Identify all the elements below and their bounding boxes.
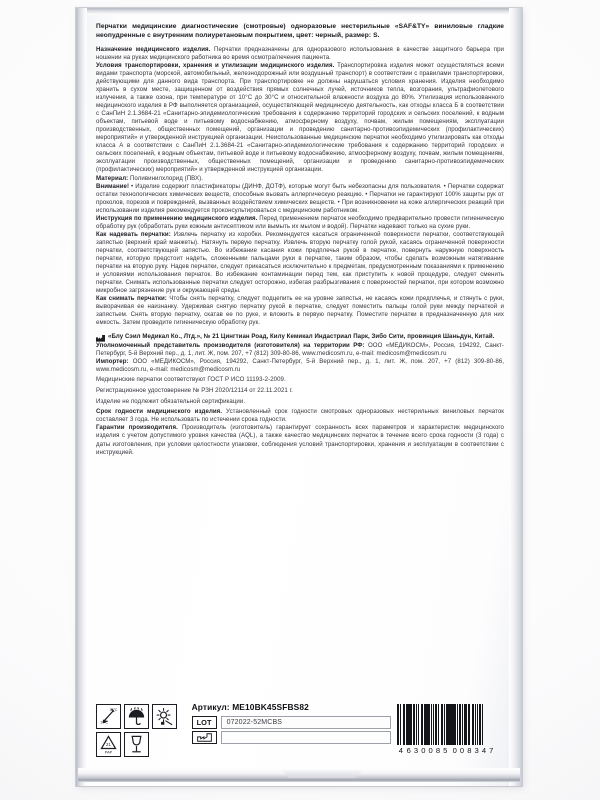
manufacturer-address: «Блу Сэил Медикал Ко., Лтд.», № 21 Цингтиан Роад, Килу Кемикал Индастриал Парк, Зибо Сити, провинция Шаньдун, Китай. (108, 333, 495, 341)
representative-heading: Уполномоченный представитель производителя (изготовителя) на территории РФ: (96, 341, 365, 349)
lot-value: 072022-52MCBS (221, 716, 391, 729)
barcode-digits (397, 746, 506, 755)
section-attention-heading: Внимание! (96, 182, 130, 190)
section-donning-body: Извлечь перчатку из коробки. Рекомендуется касаться ограниченной поверхности перчатки, соответствующей запястью (верхний край манжеты). Натянуть первую перчатку. Извлечь вторую перчатку голой рукой, касаясь ограниченной поверхности перчатки, соответствующей запястью. Во избежание касания кожи предплечья рукой в перчатке, повернуть наружную поверхность перчатки, которую предстоит надеть, сложенными пальцами руки в перчатке, таким образом, чтобы сделать возможным натягивание перчатки на вторую руку. Надев перчатки, следует прикасаться исключительно к предметам, предусмотренным показаниями к применению и условиями использования перчаток. Во избежание контаминации перед тем, как приступить к новой процедуре, следует сменить перчатки. Снимать использованные перчатки следует осторожно, избегая разбрызгивания с поверхностей перчатки, при котором возможно микробное загрязнение рук и окружающей среды. (96, 230, 504, 295)
carton-right-edge (509, 8, 522, 786)
article-value: ME10BK45SFBS82 (232, 702, 309, 712)
section-warranty (96, 424, 504, 456)
printed-label-area (96, 22, 504, 764)
section-purpose-body: Перчатки предназначены для одноразового использования в качестве защитного барьера при ношении на руках медицинского работника во время осмотра/лечения пациента. (96, 45, 504, 61)
importer-heading: Импортер: (96, 357, 129, 365)
code-block (192, 700, 391, 747)
section-transport-heading: Условия транспортировки, хранения и утилизации медицинского изделия. (96, 61, 335, 69)
section-donning (96, 231, 504, 295)
warranty-body: Производитель (изготовитель) гарантирует сохранность всех параметров и характеристик медицинского изделия с учетом допустимого уровня качества (AQL), а также качество медицинских перчаток в течение всего срока годности (3 года) с даты изготовления, при условии целостности упаковки, соблюдения условий транспортировки, хранения и эксплуатации в соответствии с инструкцией. (96, 424, 504, 456)
registration-line: Регистрационное удостоверение № РЗН 2020/12114 от 22.11.2021 г. (96, 387, 293, 395)
temperature-limit-icon (96, 704, 121, 729)
section-doffing-heading: Как снимать перчатки: (96, 295, 167, 303)
keep-away-from-sunlight-icon (152, 704, 177, 729)
fragile-glass-icon (124, 732, 149, 757)
section-donning-heading: Как надевать перчатки: (96, 230, 171, 238)
section-instruction-body: Перед применением перчаток необходимо предварительно провести гигиеническую обработку рук (обработать руки кожным антисептиком или вымыть их мылом и водой). Перчатки надевают только на сухие руки. (96, 214, 504, 230)
manufacturer-text (108, 333, 504, 341)
recycling-pap-21-icon (96, 732, 121, 757)
carton-flap-notch (282, 770, 362, 778)
manufacture-date-row (192, 731, 391, 744)
factory-icon (96, 335, 105, 342)
certification-line: Изделие не подлежит обязательной сертификации. (96, 397, 246, 405)
gost-line: Медицинские перчатки соответствуют ГОСТ Р ИСО 11193-2-2009. (96, 376, 286, 384)
section-shelf-life (96, 408, 504, 424)
svg-text:PAP: PAP (104, 750, 113, 755)
section-attention (96, 183, 504, 215)
symbol-group (96, 700, 182, 757)
section-material (96, 175, 504, 183)
section-doffing (96, 295, 504, 327)
section-instruction-heading: Инструкция по применению медицинского изделия. (96, 214, 258, 222)
section-instruction (96, 215, 504, 231)
lot-row (192, 716, 391, 729)
manufacture-date-factory-icon (192, 731, 217, 744)
section-material-heading: Материал: (96, 174, 129, 182)
barcode-bars (397, 704, 506, 745)
barcode-left-group: 630085 (406, 745, 451, 755)
importer-body: ООО «МЕДИКОСМ», Россия, 194292, Санкт-Петербург, 5-й Верхний пер., д. 1, лит. Ж, пом. 207, +7 (812) 309-80-86, www.medicosm.ru, e-mail: medicosm@medicosm.ru (96, 357, 504, 373)
keep-dry-umbrella-icon (124, 704, 149, 729)
barcode (397, 700, 506, 755)
section-doffing-body: Чтобы снять перчатку, следует подцепить ее на уровне запястья, не касаясь кожи предплечья, и стянуть с руки, выворачивая ее наизнанку. Удерживая снятую перчатку рукой в перчатке, следует поместить пальцы голой руки между перчаткой и запястьем. Снять вторую перчатку, скатав ее по руке, и вложить в первую перчатку. Поместите перчатки в предназначенную для них емкость. Затем проведите гигиеническую обработку рук. (96, 295, 504, 327)
manufacture-date-value (221, 731, 391, 744)
representative-body: ООО «МЕДИКОСМ», Россия, 194292, Санкт-Петербург, 5-й Верхний пер., д. 1, лит. Ж, пом. 207, +7 (812) 309-80-86, www.medicosm.ru, e-mail: medicosm@medicosm.ru (96, 341, 504, 357)
svg-text:21: 21 (106, 741, 111, 747)
carton-top-edge (80, 8, 520, 15)
barcode-right-group: 008347 (452, 745, 497, 755)
article-label: Артикул: (191, 702, 230, 712)
section-purpose (96, 46, 504, 62)
product-title: Перчатки медицинские диагностические (смотровые) одноразовые нестерильные «SAF&TY» виниловые гладкие неопудренные с внутренним полиуретановым покрытием, цвет: черный, размер: S. (96, 23, 504, 40)
barcode-first-digit: 4 (398, 745, 404, 755)
svg-text:30°C: 30°C (109, 707, 118, 712)
svg-text:10°C: 10°C (100, 720, 108, 725)
article-line (192, 702, 391, 712)
manufacturer-block (96, 333, 504, 341)
warranty-heading: Гарантии производителя. (96, 424, 178, 432)
shelf-life-body: Установленный срок годности смотровых одноразовых нестерильных виниловых перчаток составляет 3 года. Не использовать по истечении срока годности. (96, 408, 505, 424)
section-transport (96, 62, 504, 175)
lot-label: LOT (192, 716, 217, 729)
shelf-life-heading: Срок годности медицинского изделия. (96, 408, 223, 416)
section-purpose-heading: Назначение медицинского изделия. (96, 45, 211, 53)
section-representative (96, 342, 504, 358)
section-transport-body: Транспортировка изделия может осуществляться всеми видами транспорта (морской, автомобильный, железнодорожный или воздушный транспорт) в соответствии с правилами транспортировки, действующими для данного вида транспорта. При транспортировке не должны нарушаться условия хранения. Изделия необходимо хранить в сухом месте, защищенном от воздействия прямых солнечных лучей, источников тепла, возгорания, ультрафиолетового излучения, а также озона, при температуре от 10°С до 30°С и относительной влажности воздуха до 80%. Утилизация использованного медицинского изделия в РФ выполняется организацией, осуществляющей медицинскую деятельность, как отходы класса Б в соответствии с СанПиН 2.1.3684-21 «Санитарно-эпидемиологические требования к содержанию территорий городских и сельских поселений, к водным объектам, питьевой воде и питьевому водоснабжению, атмосферному воздуху, почвам, жилым помещениям, эксплуатации производственных, общественных помещений, организации и проведению санитарно-противоэпидемических (профилактических) мероприятий» и утвержденной инструкцией организации. Неиспользованные медицинские перчатки необходимо утилизировать как отходы класса А в соответствии с СанПиН 2.1.3684-21 «Санитарно-эпидемиологические требования к содержанию территорий городских и сельских поселений, к водным объектам, питьевой воде и питьевому водоснабжению, атмосферному воздуху, почвам, жилым помещениям, эксплуатации производственных, общественных помещений, организации и проведению санитарно-противоэпидемических (профилактических) мероприятий» и утвержденной инструкцией организации. (96, 61, 504, 174)
section-attention-body: • Изделие содержит пластификаторы (ДИНФ, ДОТФ), которые могут быть небезопасны для пользователя. • Перчатки содержат остатки технологических химических веществ, способные вызвать аллергическую реакцию. • Перчатки не гарантируют 100% защиты рук от проколов, порезов и повреждений, вызванных воздействием химических веществ. • При возникновении на коже аллергических реакций при использовании изделия рекомендуется проконсультироваться с медицинским работником. (96, 182, 504, 214)
carton-left-edge (76, 8, 87, 786)
section-importer (96, 358, 504, 374)
section-material-body: Поливинилхлорид (ПВХ). (128, 174, 203, 182)
label-footer (96, 700, 506, 768)
